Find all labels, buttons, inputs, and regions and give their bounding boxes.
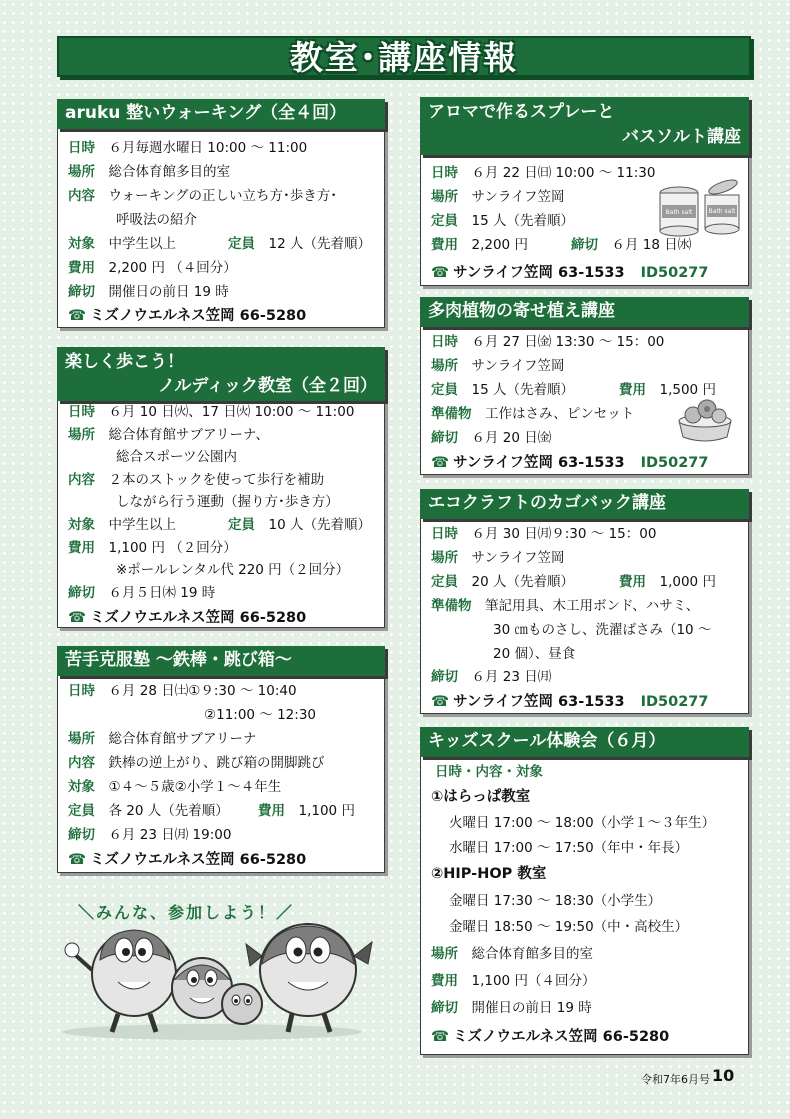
label-capacity: 定員 <box>228 517 255 533</box>
label-date: 日時 <box>68 140 95 156</box>
phone-icon: ☎ <box>68 610 87 626</box>
card-succulents <box>420 301 749 475</box>
value-deadline: ６月 18 日㈬ <box>611 237 692 253</box>
label-content: 内容 <box>68 472 95 488</box>
label-items: 準備物 <box>431 406 472 422</box>
value-capacity: 12 人（先着順） <box>268 236 371 252</box>
card-title: 多肉植物の寄せ植え講座 <box>420 297 749 327</box>
label-date: 日時 <box>68 683 95 699</box>
value-deadline: ６月 23 日㈪ 19:00 <box>108 827 232 843</box>
contact: ☎ ミズノウエルネス笠岡 66-5280 <box>68 308 307 324</box>
card-title: 苦手克服塾 ～鉄棒・跳び箱～ <box>57 646 385 676</box>
label-place: 場所 <box>431 550 458 566</box>
phone-icon: ☎ <box>431 694 450 710</box>
label-fee: 費用 <box>68 540 95 556</box>
value-target: 中学生以上 <box>108 236 176 252</box>
value-deadline: ６月５日㈭ 19 時 <box>108 585 216 601</box>
phone-icon: ☎ <box>431 265 450 281</box>
value-date: ６月 22 日㈰ 10:00 ～ 11:30 <box>471 165 656 181</box>
label-capacity: 定員 <box>431 574 458 590</box>
phone-icon: ☎ <box>68 308 87 324</box>
contact: ☎ サンライフ笠岡 63-1533 ID50277 <box>431 694 709 710</box>
value-deadline: 開催日の前日 19 時 <box>108 284 229 300</box>
value-target: ①４～５歳②小学１～４年生 <box>108 779 282 795</box>
value-place: 総合体育館サブアリーナ <box>108 731 257 747</box>
label-target: 対象 <box>68 779 95 795</box>
value-date: ６月 28 日㈯①９:30 ～ 10:40 <box>108 683 297 699</box>
label-place: 場所 <box>68 427 95 443</box>
card-aruku-walking <box>57 103 385 328</box>
value-capacity: 15 人（先着順） <box>471 213 574 229</box>
label-fee: 費用 <box>619 382 646 398</box>
label-place: 場所 <box>431 189 458 205</box>
label-date: 日時 <box>68 404 95 420</box>
label-date: 日時 <box>431 334 458 350</box>
value-place: 総合体育館多目的室 <box>471 946 593 962</box>
label-fee: 費用 <box>68 260 95 276</box>
card-title: アロマで作るスプレーと バスソルト講座 <box>420 97 749 155</box>
page-number: 10 <box>712 1066 735 1085</box>
call-to-action: ＼みんな、参加しよう！／ <box>78 903 295 922</box>
value-content-2: 呼吸法の紹介 <box>116 212 197 228</box>
card-kids-school <box>420 731 749 1055</box>
label-capacity: 定員 <box>228 236 255 252</box>
value-capacity: 10 人（先着順） <box>268 517 371 533</box>
label-capacity: 定員 <box>431 382 458 398</box>
label-deadline: 締切 <box>431 430 458 446</box>
label-deadline: 締切 <box>68 585 95 601</box>
schedule-line: 金曜日 17:30 ～ 18:30（小学生） <box>449 893 662 909</box>
schedule-line: 金曜日 18:50 ～ 19:50（中・高校生） <box>449 919 689 935</box>
value-date: ６月 27 日㈮ 13:30 ～ 15：00 <box>471 334 665 350</box>
value-capacity: 15 人（先着順） <box>471 382 574 398</box>
issue-label: 令和7年6月号 <box>641 1073 710 1086</box>
jar-label: Bath salt <box>708 208 736 215</box>
label-fee: 費用 <box>431 237 458 253</box>
label-items: 準備物 <box>431 598 472 614</box>
label-target: 対象 <box>68 517 95 533</box>
event-id: ID50277 <box>640 694 709 710</box>
card-ecocraft <box>420 493 749 714</box>
value-capacity: 各 20 人（先着順） <box>108 803 229 819</box>
label-deadline: 締切 <box>68 284 95 300</box>
event-id: ID50277 <box>640 455 709 471</box>
card-title: 楽しく歩こう！ ノルディック教室（全２回） <box>57 347 385 401</box>
value-place: サンライフ笠岡 <box>471 550 565 566</box>
card-title: エコクラフトのカゴバック講座 <box>420 489 749 519</box>
value-fee-2: ※ポールレンタル代 220 円（２回分） <box>116 562 350 578</box>
card-title: キッズスクール体験会（６月） <box>420 727 749 757</box>
value-content: ウォーキングの正しい立ち方･歩き方･ <box>108 188 338 204</box>
value-date: ６月毎週水曜日 10:00 ～ 11:00 <box>108 140 308 156</box>
value-deadline: 開催日の前日 19 時 <box>471 1000 592 1016</box>
value-items-2: 30 ㎝ものさし、洗濯ばさみ（10 ～ <box>493 622 712 638</box>
value-place: サンライフ笠岡 <box>471 358 565 374</box>
value-date: ６月 30 日㈪９:30 ～ 15：00 <box>471 526 657 542</box>
label-place: 場所 <box>68 731 95 747</box>
succulent-pot-illustration <box>673 395 737 445</box>
value-fee: 2,200 円 <box>471 237 528 253</box>
value-content: 鉄棒の逆上がり、跳び箱の開脚跳び <box>108 755 325 771</box>
value-fee: 1,100 円 <box>298 803 355 819</box>
label-deadline: 締切 <box>431 1000 458 1016</box>
value-target: 中学生以上 <box>108 517 176 533</box>
card-tetsubo-tobibako <box>57 650 385 873</box>
contact: ☎ サンライフ笠岡 63-1533 ID50277 <box>431 455 709 471</box>
value-items: 筆記用具、木工用ボンド、ハサミ、 <box>485 598 700 614</box>
label-fee: 費用 <box>258 803 285 819</box>
value-fee: 2,200 円 （４回分） <box>108 260 237 276</box>
label-place: 場所 <box>431 946 458 962</box>
value-place-2: 総合スポーツ公園内 <box>116 449 237 465</box>
label-target: 対象 <box>68 236 95 252</box>
value-date: ６月 10 日㈫、17 日㈫ 10:00 ～ 11:00 <box>108 404 355 420</box>
value-content-2: しながら行う運動（握り方･歩き方） <box>116 494 339 510</box>
page-banner <box>57 36 751 77</box>
card-title: aruku 整いウォーキング（全４回） <box>57 99 385 129</box>
value-fee: 1,500 円 <box>659 382 716 398</box>
mascot-characters-illustration <box>62 920 378 1040</box>
phone-icon: ☎ <box>431 1029 450 1045</box>
value-date-2: ②11:00 ～ 12:30 <box>204 707 316 723</box>
value-items: 工作はさみ、ピンセット <box>485 406 635 422</box>
value-place: サンライフ笠岡 <box>471 189 565 205</box>
label-schedule: 日時・内容・対象 <box>435 764 543 780</box>
phone-icon: ☎ <box>431 455 450 471</box>
label-deadline: 締切 <box>431 669 458 685</box>
value-capacity: 20 人（先着順） <box>471 574 574 590</box>
value-fee: 1,100 円 （２回分） <box>108 540 237 556</box>
label-place: 場所 <box>68 164 95 180</box>
label-date: 日時 <box>431 526 458 542</box>
bath-salt-jars-illustration <box>657 179 743 239</box>
label-place: 場所 <box>431 358 458 374</box>
label-capacity: 定員 <box>68 803 95 819</box>
schedule-line: 火曜日 17:00 ～ 18:00（小学１～３年生） <box>449 815 716 831</box>
label-content: 内容 <box>68 755 95 771</box>
contact: ☎ ミズノウエルネス笠岡 66-5280 <box>68 610 307 626</box>
phone-icon: ☎ <box>68 852 87 868</box>
event-id: ID50277 <box>640 265 709 281</box>
value-items-3: 20 個）、昼食 <box>493 646 576 662</box>
label-deadline: 締切 <box>571 237 598 253</box>
label-fee: 費用 <box>431 973 458 989</box>
value-fee: 1,100 円（４回分） <box>471 973 596 989</box>
class-harappa: ①はらっぱ教室 <box>431 789 531 805</box>
jar-label: Bath salt <box>665 209 693 216</box>
value-deadline: ６月 23 日㈪ <box>471 669 552 685</box>
card-nordic-walking <box>57 352 385 628</box>
schedule-line: 水曜日 17:00 ～ 17:50（年中・年長） <box>449 840 689 856</box>
label-deadline: 締切 <box>68 827 95 843</box>
value-content: ２本のストックを使って歩行を補助 <box>108 472 325 488</box>
class-hiphop: ②HIP-HOP 教室 <box>431 866 547 882</box>
contact: ☎ サンライフ笠岡 63-1533 ID50277 <box>431 265 709 281</box>
label-capacity: 定員 <box>431 213 458 229</box>
contact: ☎ ミズノウエルネス笠岡 66-5280 <box>68 852 307 868</box>
card-aroma <box>420 102 749 286</box>
page-title: 教室･講座情報 <box>289 38 519 77</box>
value-place: 総合体育館多目的室 <box>108 164 230 180</box>
value-place: 総合体育館サブアリーナ、 <box>108 427 270 443</box>
value-fee: 1,000 円 <box>659 574 716 590</box>
label-content: 内容 <box>68 188 95 204</box>
value-deadline: ６月 20 日㈮ <box>471 430 552 446</box>
contact: ☎ ミズノウエルネス笠岡 66-5280 <box>431 1029 670 1045</box>
label-fee: 費用 <box>619 574 646 590</box>
label-date: 日時 <box>431 165 458 181</box>
